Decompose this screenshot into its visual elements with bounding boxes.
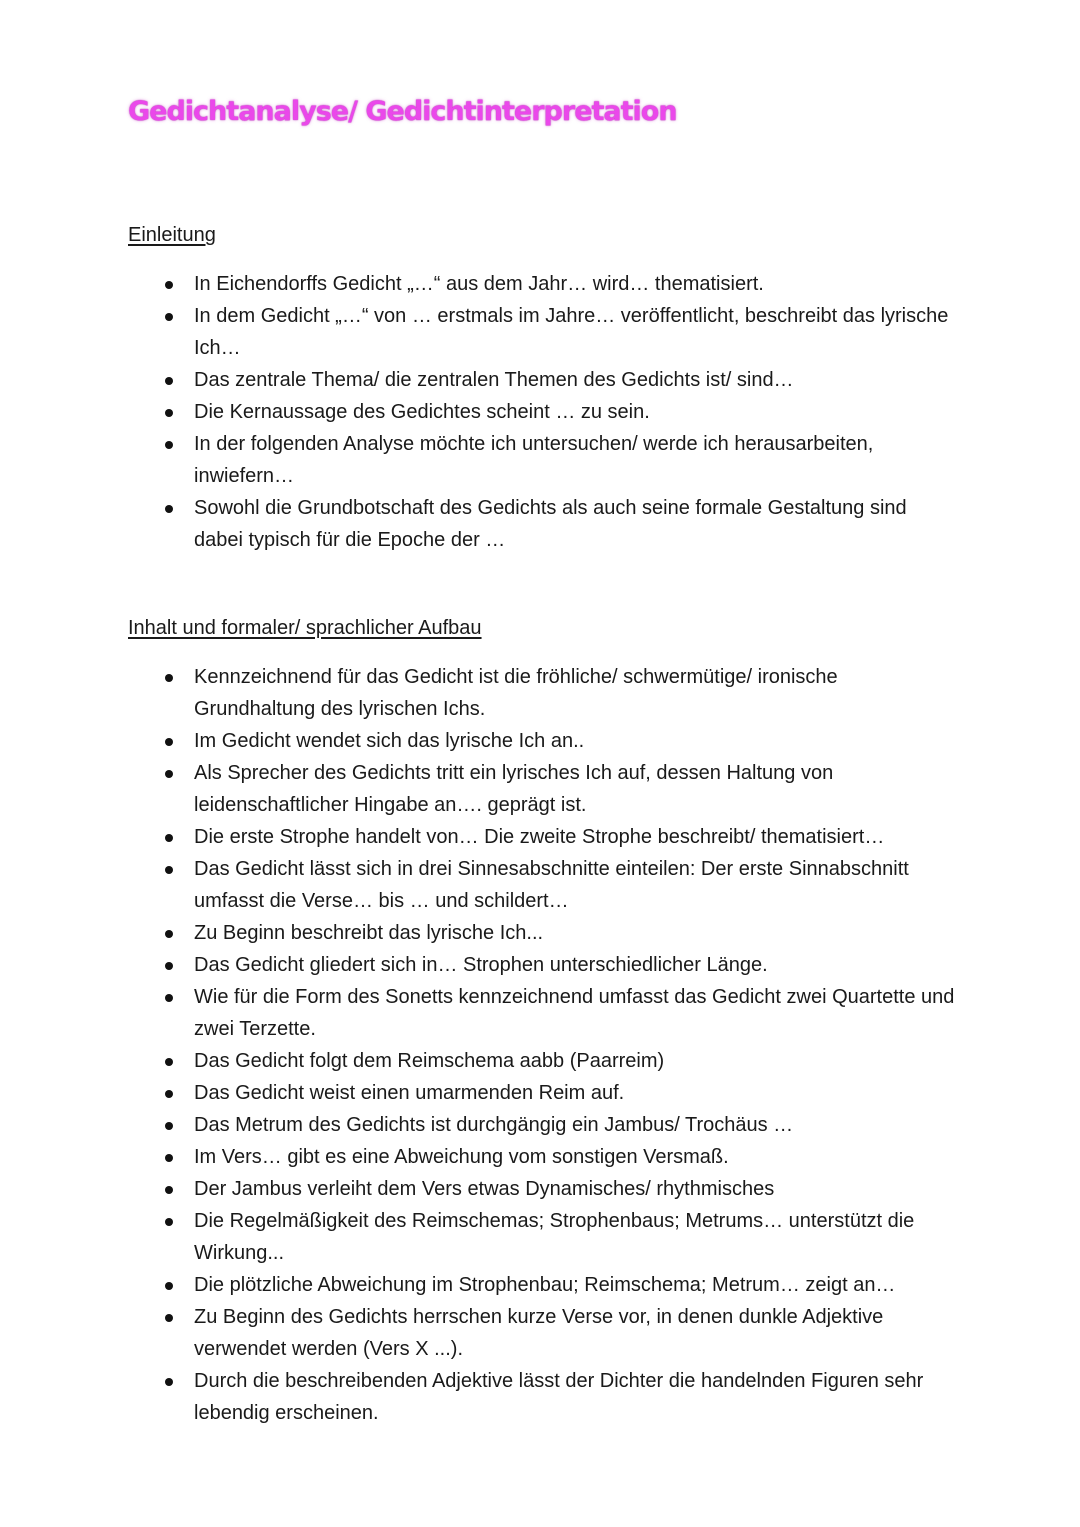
list-item: In Eichendorffs Gedicht „…“ aus dem Jahr… wird… thematisiert. bbox=[128, 268, 958, 300]
section-heading: Inhalt und formaler/ sprachlicher Aufbau bbox=[128, 617, 482, 639]
list-item: Wie für die Form des Sonetts kennzeichnend umfasst das Gedicht zwei Quartette und zwei Terzette. bbox=[128, 981, 958, 1045]
bullet-list bbox=[128, 268, 958, 556]
section-heading: Einleitung bbox=[128, 224, 216, 246]
list-item: Als Sprecher des Gedichts tritt ein lyrisches Ich auf, dessen Haltung von leidenschaftlicher Hingabe an…. geprägt ist. bbox=[128, 757, 958, 821]
list-item: Das zentrale Thema/ die zentralen Themen des Gedichts ist/ sind… bbox=[128, 364, 958, 396]
list-item: Das Gedicht folgt dem Reimschema aabb (Paarreim) bbox=[128, 1045, 958, 1077]
list-item: Die Regelmäßigkeit des Reimschemas; Strophenbaus; Metrums… unterstützt die Wirkung... bbox=[128, 1205, 958, 1269]
list-item: Kennzeichnend für das Gedicht ist die fröhliche/ schwermütige/ ironische Grundhaltung des lyrischen Ichs. bbox=[128, 661, 958, 725]
section-inhalt-aufbau bbox=[128, 615, 958, 1429]
list-item: Im Gedicht wendet sich das lyrische Ich an.. bbox=[128, 725, 958, 757]
list-item: Die plötzliche Abweichung im Strophenbau; Reimschema; Metrum… zeigt an… bbox=[128, 1269, 958, 1301]
list-item: Durch die beschreibenden Adjektive lässt der Dichter die handelnden Figuren sehr lebendig erscheinen. bbox=[128, 1365, 958, 1429]
list-item: Die Kernaussage des Gedichtes scheint … zu sein. bbox=[128, 396, 958, 428]
list-item: Die erste Strophe handelt von… Die zweite Strophe beschreibt/ thematisiert… bbox=[128, 821, 958, 853]
document-title: Gedichtanalyse/ Gedichtinterpretation bbox=[128, 96, 677, 127]
list-item: Zu Beginn des Gedichts herrschen kurze Verse vor, in denen dunkle Adjektive verwendet werden (Vers X ...). bbox=[128, 1301, 958, 1365]
list-item: Der Jambus verleiht dem Vers etwas Dynamisches/ rhythmisches bbox=[128, 1173, 958, 1205]
list-item: Das Metrum des Gedichts ist durchgängig ein Jambus/ Trochäus … bbox=[128, 1109, 958, 1141]
list-item: In dem Gedicht „…“ von … erstmals im Jahre… veröffentlicht, beschreibt das lyrische Ich… bbox=[128, 300, 958, 364]
list-item: Zu Beginn beschreibt das lyrische Ich... bbox=[128, 917, 958, 949]
list-item: Im Vers… gibt es eine Abweichung vom sonstigen Versmaß. bbox=[128, 1141, 958, 1173]
list-item: Sowohl die Grundbotschaft des Gedichts als auch seine formale Gestaltung sind dabei typisch für die Epoche der … bbox=[128, 492, 958, 556]
list-item: Das Gedicht weist einen umarmenden Reim auf. bbox=[128, 1077, 958, 1109]
section-einleitung bbox=[128, 222, 958, 556]
list-item: Das Gedicht gliedert sich in… Strophen unterschiedlicher Länge. bbox=[128, 949, 958, 981]
list-item: In der folgenden Analyse möchte ich untersuchen/ werde ich herausarbeiten, inwiefern… bbox=[128, 428, 958, 492]
bullet-list bbox=[128, 661, 958, 1429]
list-item: Das Gedicht lässt sich in drei Sinnesabschnitte einteilen: Der erste Sinnabschnitt umfasst die Verse… bis … und schildert… bbox=[128, 853, 958, 917]
